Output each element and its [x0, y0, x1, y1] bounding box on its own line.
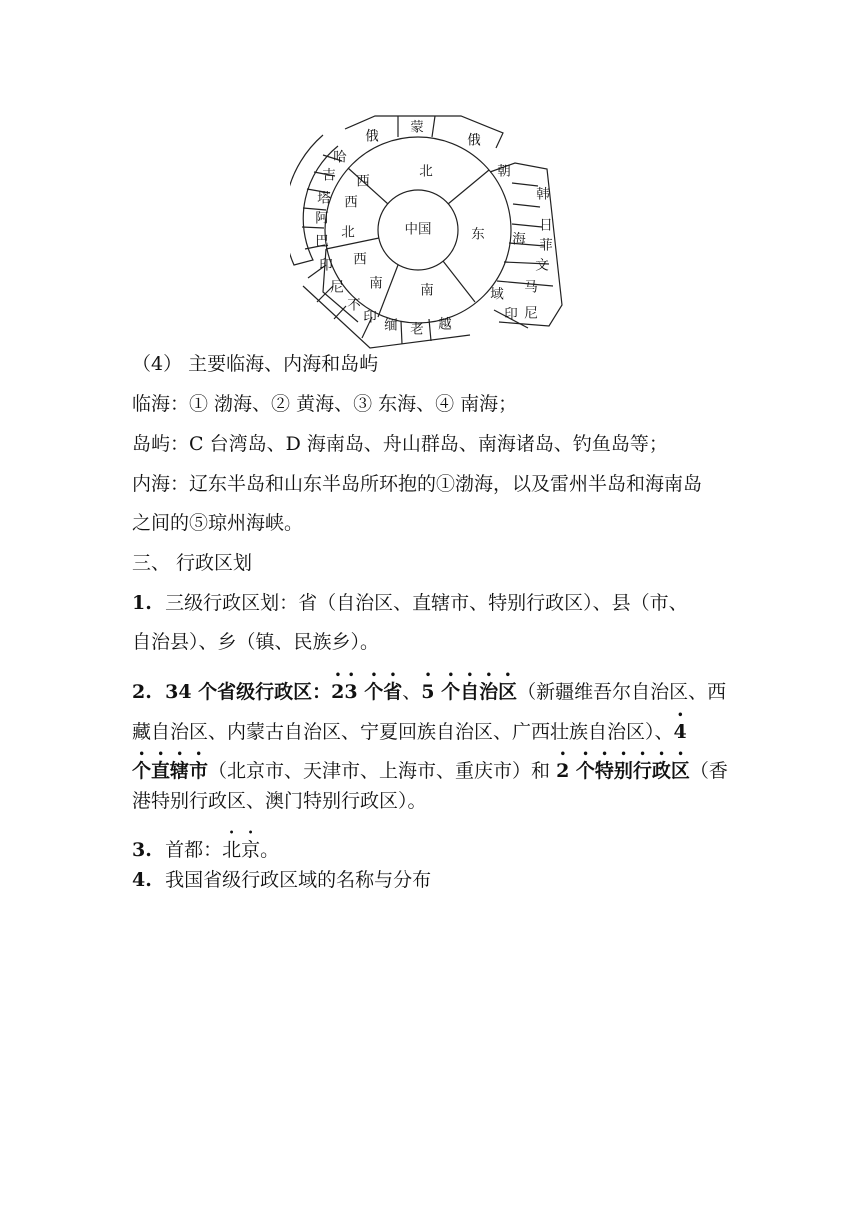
neighbor: 朝: [497, 163, 511, 180]
neighbor: 尼: [524, 305, 538, 322]
direction-south: 南: [420, 282, 434, 299]
point-2-line-3: [132, 749, 728, 783]
center-label: 中国: [404, 221, 432, 238]
point-4-line: 4. 我国省级行政区域的名称与分布: [132, 869, 432, 891]
section-4-heading: （4） 主要临海、内海和岛屿: [132, 353, 379, 375]
emphasis-separator: 、: [402, 681, 422, 703]
neighbor: 俄: [467, 132, 481, 149]
direction-northwest-1: 西: [356, 173, 370, 190]
section-3-title: 三、 行政区划: [132, 552, 253, 574]
neighbor: 阿: [315, 210, 329, 227]
emphasis-text: 2 个特别行政区: [556, 760, 690, 782]
point-label: 首都：: [165, 839, 223, 861]
point-1-line-1: 1. 三级行政区划：省（自治区、直辖市、特别行政区）、县（市、: [132, 592, 688, 614]
neighbor: 韩: [536, 186, 550, 203]
emphasis-text: 5 个自治区: [421, 681, 518, 703]
neighbor: 印: [504, 306, 518, 323]
neighbor: 马: [524, 279, 538, 296]
point-label: 三级行政区划: [165, 592, 280, 614]
point-number: 2: [132, 681, 146, 703]
neighbor: 日: [539, 217, 553, 234]
neighbor: 塔: [317, 190, 331, 207]
point-number: 1: [132, 592, 146, 614]
point-text: 藏自治区、内蒙古自治区、宁夏回族自治区、广西壮族自治区）、: [132, 721, 674, 743]
point-label: 34 个省级行政区：: [165, 681, 332, 703]
point-2-line-1: 2. 34 个省级行政区：23 个省、5 个自治区（新疆维吾尔自治区、西: [132, 681, 727, 703]
sea-label-2: 域: [490, 286, 504, 303]
neighbor: 越: [438, 316, 452, 333]
point-2-line-2: [132, 710, 687, 744]
direction-northwest-2: 西: [344, 194, 358, 211]
neighbor: 菲: [539, 237, 553, 254]
neighbor: 不: [347, 297, 361, 314]
direction-southwest-2: 南: [369, 275, 383, 292]
point-number: 3: [132, 839, 146, 861]
capital-value: 北京: [222, 839, 261, 861]
neighbor: 印: [363, 309, 377, 326]
neighbor: 蒙: [410, 119, 424, 136]
point-number: 4: [132, 869, 146, 891]
neighbor: 哈: [333, 149, 347, 166]
neighbor: 吉: [322, 167, 336, 184]
neighbor: 尼: [330, 279, 344, 296]
neighbor: 缅: [384, 317, 398, 334]
point-text: ：省（自治区、直辖市、特别行政区）、县（市、: [279, 592, 688, 614]
neighbor: 印: [319, 257, 333, 274]
neighbor: 巴: [315, 233, 329, 250]
linhai-line: 临海：① 渤海、② 黄海、③ 东海、④ 南海；: [132, 393, 518, 415]
point-3-line: 3. 首都：北京。: [132, 839, 280, 861]
china-neighbors-diagram: [290, 100, 570, 350]
direction-north: 北: [419, 163, 433, 180]
neighbor: 俄: [365, 128, 379, 145]
sea-label-1: 海: [512, 231, 526, 248]
daoyu-line: 岛屿：C 台湾岛、D 海南岛、舟山群岛、南海诸岛、钓鱼岛等；: [132, 433, 668, 455]
emphasis-text: 23 个省: [331, 681, 403, 703]
point-label: 我国省级行政区域的名称与分布: [165, 869, 432, 891]
emphasis-text: 4: [673, 721, 687, 743]
neighbor: 文: [535, 257, 549, 274]
direction-west: 北: [341, 224, 355, 241]
direction-southwest-1: 西: [353, 251, 367, 268]
point-text: （北京市、天津市、上海市、重庆市）和: [208, 760, 557, 782]
emphasis-text: 个直辖市: [132, 760, 209, 782]
neihai-line-1: 内海：辽东半岛和山东半岛所环抱的①渤海，以及雷州半岛和海南岛: [132, 473, 703, 495]
neihai-line-2: 之间的⑤琼州海峡。: [132, 512, 304, 534]
neighbor: 老: [410, 321, 424, 338]
point-text: （香: [689, 760, 728, 782]
point-2-line-4: 港特别行政区、澳门特别行政区）。: [132, 790, 427, 812]
direction-east: 东: [471, 226, 485, 243]
point-1-line-2: 自治县）、乡（镇、民族乡）。: [132, 631, 380, 653]
point-text: （新疆维吾尔自治区、西: [517, 681, 727, 703]
